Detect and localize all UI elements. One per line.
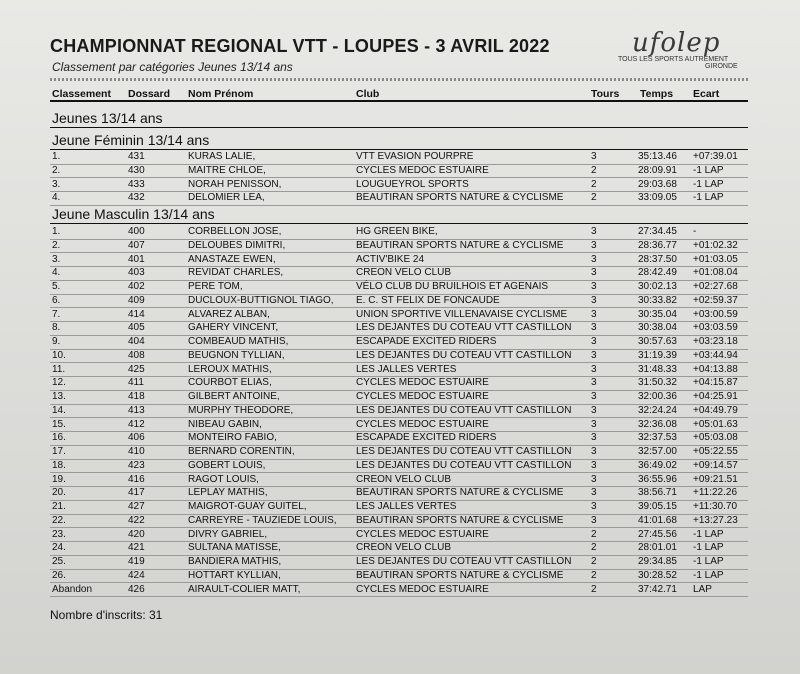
cell-time: 29:34.85 — [638, 556, 677, 567]
cell-laps: 3 — [591, 446, 597, 457]
cell-rank: 26. — [52, 569, 66, 581]
cell-time: 30:35.04 — [638, 308, 677, 320]
cell-bib: 427 — [128, 501, 145, 512]
cell-rank: 12. — [52, 377, 66, 389]
cell-gap: +07:39.01 — [693, 151, 738, 162]
cell-club: CYCLES MEDOC ESTUAIRE — [356, 528, 489, 540]
cell-bib: 423 — [128, 459, 145, 471]
cell-rank: 1. — [52, 226, 61, 237]
cell-laps: 3 — [591, 473, 597, 485]
cell-club: LES JALLES VERTES — [356, 363, 457, 375]
cell-gap: -1 LAP — [693, 556, 724, 567]
cell-rank: 13. — [52, 391, 66, 402]
table-row — [0, 226, 800, 239]
cell-rank: 1. — [52, 151, 61, 162]
cell-club: CYCLES MEDOC ESTUAIRE — [356, 418, 489, 430]
cell-rank: 4. — [52, 192, 61, 204]
section-rule-feminin — [50, 149, 748, 150]
cell-bib: 412 — [128, 418, 145, 430]
cell-time: 28:36.77 — [638, 239, 677, 251]
cell-name: NIBEAU GABIN, — [188, 418, 262, 430]
cell-club: E. C. ST FELIX DE FONCAUDE — [356, 294, 500, 306]
cell-gap: +03:03.59 — [693, 322, 738, 334]
cell-bib: 404 — [128, 336, 145, 347]
cell-name: COMBEAUD MATHIS, — [188, 336, 289, 347]
cell-laps: 3 — [591, 377, 597, 389]
cell-gap: -1 LAP — [693, 164, 724, 176]
cell-club: HG GREEN BIKE, — [356, 226, 438, 237]
table-row — [0, 460, 800, 473]
cell-rank: 20. — [52, 487, 66, 499]
cell-time: 27:45.56 — [638, 528, 677, 540]
cell-club: LES DEJANTES DU COTEAU VTT CASTILLON — [356, 459, 572, 471]
table-row — [0, 432, 800, 445]
table-row — [0, 529, 800, 542]
cell-gap: +01:02.32 — [693, 239, 738, 251]
table-row — [0, 542, 800, 555]
cell-bib: 419 — [128, 556, 145, 567]
cell-club: LES DEJANTES DU COTEAU VTT CASTILLON — [356, 446, 572, 457]
cell-gap: LAP — [693, 583, 712, 595]
cell-laps: 2 — [591, 556, 597, 567]
cell-name: MAIGROT-GUAY GUITEL, — [188, 501, 307, 512]
cell-laps: 2 — [591, 164, 597, 176]
cell-gap: +09:21.51 — [693, 473, 738, 485]
cell-bib: 430 — [128, 164, 145, 176]
cell-rank: 3. — [52, 253, 61, 265]
cell-name: BANDIERA MATHIS, — [188, 556, 282, 567]
table-row — [0, 391, 800, 404]
cell-bib: 408 — [128, 349, 145, 361]
col-header-gap: Ecart — [693, 88, 720, 100]
table-row — [0, 584, 800, 597]
cell-rank: 2. — [52, 239, 61, 251]
cell-laps: 2 — [591, 528, 597, 540]
cell-laps: 3 — [591, 336, 597, 347]
column-header-rule — [50, 100, 748, 102]
cell-rank: Abandon — [52, 583, 93, 595]
cell-laps: 2 — [591, 178, 597, 190]
cell-laps: 3 — [591, 501, 597, 512]
cell-bib: 416 — [128, 473, 145, 485]
cell-laps: 3 — [591, 349, 597, 361]
cell-rank: 10. — [52, 349, 66, 361]
cell-bib: 410 — [128, 446, 145, 457]
cell-name: MAITRE CHLOE, — [188, 164, 266, 176]
cell-club: BEAUTIRAN SPORTS NATURE & CYCLISME — [356, 514, 564, 526]
table-row — [0, 254, 800, 267]
cell-gap: -1 LAP — [693, 569, 724, 581]
cell-gap: +05:22.55 — [693, 446, 738, 457]
section-title-masculin: Jeune Masculin 13/14 ans — [52, 206, 215, 222]
cell-time: 30:28.52 — [638, 569, 677, 581]
cell-name: MONTEIRO FABIO, — [188, 432, 277, 444]
cell-bib: 401 — [128, 253, 145, 265]
col-header-club: Club — [356, 88, 380, 100]
cell-laps: 3 — [591, 267, 597, 279]
cell-rank: 24. — [52, 542, 66, 554]
table-row — [0, 570, 800, 583]
cell-rank: 16. — [52, 432, 66, 444]
cell-laps: 3 — [591, 459, 597, 471]
cell-time: 32:36.08 — [638, 418, 677, 430]
cell-club: CYCLES MEDOC ESTUAIRE — [356, 583, 489, 595]
cell-gap: +05:01.63 — [693, 418, 738, 430]
cell-laps: 3 — [591, 239, 597, 251]
cell-bib: 422 — [128, 514, 145, 526]
cell-time: 36:49.02 — [638, 459, 677, 471]
cell-rank: 6. — [52, 294, 61, 306]
cell-name: MURPHY THEODORE, — [188, 404, 294, 416]
cell-laps: 2 — [591, 542, 597, 554]
table-row — [0, 179, 800, 192]
cell-time: 30:38.04 — [638, 322, 677, 334]
cell-bib: 407 — [128, 239, 145, 251]
cell-bib: 406 — [128, 432, 145, 444]
table-row — [0, 474, 800, 487]
cell-time: 35:13.46 — [638, 151, 677, 162]
cell-laps: 3 — [591, 281, 597, 292]
section-title-feminin: Jeune Féminin 13/14 ans — [52, 132, 210, 148]
logo-region: GIRONDE — [705, 63, 738, 70]
cell-time: 41:01.68 — [638, 514, 677, 526]
cell-rank: 18. — [52, 459, 66, 471]
cell-name: LEROUX MATHIS, — [188, 363, 272, 375]
ufolep-logo — [612, 28, 762, 76]
cell-gap: +03:00.59 — [693, 308, 738, 320]
table-row — [0, 364, 800, 377]
table-row — [0, 419, 800, 432]
registrations-count: Nombre d'inscrits: 31 — [50, 608, 163, 622]
cell-time: 31:50.32 — [638, 377, 677, 389]
cell-laps: 2 — [591, 583, 597, 595]
table-row — [0, 240, 800, 253]
cell-time: 30:57.63 — [638, 336, 677, 347]
cell-club: BEAUTIRAN SPORTS NATURE & CYCLISME — [356, 192, 564, 204]
table-row — [0, 515, 800, 528]
page-subtitle: Classement par catégories Jeunes 13/14 ans — [52, 60, 293, 74]
table-row — [0, 295, 800, 308]
cell-club: LES DEJANTES DU COTEAU VTT CASTILLON — [356, 349, 572, 361]
cell-gap: +02:59.37 — [693, 294, 738, 306]
cell-name: KURAS LALIE, — [188, 151, 256, 162]
cell-time: 30:02.13 — [638, 281, 677, 292]
table-row — [0, 151, 800, 164]
cell-laps: 3 — [591, 404, 597, 416]
cell-bib: 425 — [128, 363, 145, 375]
cell-time: 32:24.24 — [638, 404, 677, 416]
cell-name: DUCLOUX-BUTTIGNOL TIAGO, — [188, 294, 334, 306]
cell-rank: 25. — [52, 556, 66, 567]
cell-laps: 2 — [591, 569, 597, 581]
cell-gap: +03:23.18 — [693, 336, 738, 347]
cell-rank: 19. — [52, 473, 66, 485]
logo-tagline: TOUS LES SPORTS AUTREMENT — [618, 56, 729, 63]
table-row — [0, 446, 800, 459]
table-row — [0, 556, 800, 569]
row-divider — [50, 596, 748, 597]
cell-time: 29:03.68 — [638, 178, 677, 190]
cell-rank: 14. — [52, 404, 66, 416]
cell-rank: 5. — [52, 281, 61, 292]
section-rule-masculin — [50, 223, 748, 224]
cell-club: ACTIV'BIKE 24 — [356, 253, 425, 265]
cell-name: DELOUBES DIMITRI, — [188, 239, 286, 251]
cell-club: ESCAPADE EXCITED RIDERS — [356, 336, 497, 347]
cell-bib: 405 — [128, 322, 145, 334]
cell-laps: 3 — [591, 253, 597, 265]
cell-laps: 3 — [591, 418, 597, 430]
cell-club: LES DEJANTES DU COTEAU VTT CASTILLON — [356, 556, 572, 567]
cell-name: ALVAREZ ALBAN, — [188, 308, 270, 320]
table-row — [0, 336, 800, 349]
cell-club: LES DEJANTES DU COTEAU VTT CASTILLON — [356, 322, 572, 334]
cell-laps: 3 — [591, 363, 597, 375]
cell-name: PERE TOM, — [188, 281, 243, 292]
cell-name: HOTTART KYLLIAN, — [188, 569, 281, 581]
cell-gap: -1 LAP — [693, 542, 724, 554]
cell-bib: 403 — [128, 267, 145, 279]
cell-laps: 3 — [591, 308, 597, 320]
col-header-bib: Dossard — [128, 88, 171, 100]
table-row — [0, 501, 800, 514]
cell-club: CYCLES MEDOC ESTUAIRE — [356, 164, 489, 176]
table-row — [0, 487, 800, 500]
cell-laps: 2 — [591, 192, 597, 204]
cell-time: 28:42.49 — [638, 267, 677, 279]
col-header-time: Temps — [640, 88, 674, 100]
table-row — [0, 350, 800, 363]
cell-time: 27:34.45 — [638, 226, 677, 237]
cell-time: 32:00.36 — [638, 391, 677, 402]
cell-gap: +02:27.68 — [693, 281, 738, 292]
cell-club: CYCLES MEDOC ESTUAIRE — [356, 377, 489, 389]
cell-time: 32:57.00 — [638, 446, 677, 457]
cell-gap: +04:13.88 — [693, 363, 738, 375]
cell-name: NORAH PENISSON, — [188, 178, 282, 190]
cell-laps: 3 — [591, 294, 597, 306]
cell-rank: 7. — [52, 308, 61, 320]
cell-bib: 424 — [128, 569, 145, 581]
cell-bib: 400 — [128, 226, 145, 237]
cell-laps: 3 — [591, 151, 597, 162]
cell-name: AIRAULT-COLIER MATT, — [188, 583, 301, 595]
group-rule — [50, 127, 748, 128]
cell-name: RAGOT LOUIS, — [188, 473, 259, 485]
cell-rank: 23. — [52, 528, 66, 540]
cell-gap: - — [693, 226, 697, 237]
cell-name: SULTANA MATISSE, — [188, 542, 281, 554]
cell-club: CREON VELO CLUB — [356, 473, 452, 485]
cell-gap: +05:03.08 — [693, 432, 738, 444]
cell-bib: 413 — [128, 404, 145, 416]
cell-name: DELOMIER LEA, — [188, 192, 265, 204]
cell-bib: 426 — [128, 583, 145, 595]
cell-time: 37:42.71 — [638, 583, 677, 595]
header-divider — [50, 78, 748, 81]
table-row — [0, 165, 800, 178]
table-row — [0, 192, 800, 205]
page-title: CHAMPIONNAT REGIONAL VTT - LOUPES - 3 AVRIL 2022 — [50, 36, 550, 56]
table-row — [0, 267, 800, 280]
cell-club: LOUGUEYROL SPORTS — [356, 178, 469, 190]
cell-rank: 8. — [52, 322, 61, 334]
cell-laps: 3 — [591, 226, 597, 237]
cell-laps: 3 — [591, 391, 597, 402]
cell-gap: -1 LAP — [693, 178, 724, 190]
cell-name: CARREYRE - TAUZIEDE LOUIS, — [188, 514, 337, 526]
cell-time: 38:56.71 — [638, 487, 677, 499]
cell-club: CYCLES MEDOC ESTUAIRE — [356, 391, 489, 402]
col-header-rank: Classement — [52, 88, 111, 100]
cell-rank: 4. — [52, 267, 61, 279]
cell-club: LES DEJANTES DU COTEAU VTT CASTILLON — [356, 404, 572, 416]
cell-bib: 402 — [128, 281, 145, 292]
cell-laps: 3 — [591, 432, 597, 444]
table-row — [0, 405, 800, 418]
cell-name: BERNARD CORENTIN, — [188, 446, 295, 457]
cell-rank: 11. — [52, 363, 66, 375]
cell-gap: +04:15.87 — [693, 377, 738, 389]
cell-rank: 3. — [52, 178, 61, 190]
cell-laps: 3 — [591, 514, 597, 526]
cell-bib: 421 — [128, 542, 145, 554]
cell-club: BEAUTIRAN SPORTS NATURE & CYCLISME — [356, 239, 564, 251]
cell-time: 31:48.33 — [638, 363, 677, 375]
cell-club: BEAUTIRAN SPORTS NATURE & CYCLISME — [356, 569, 564, 581]
cell-time: 36:55.96 — [638, 473, 677, 485]
cell-gap: +11:30.70 — [693, 501, 738, 512]
table-row — [0, 322, 800, 335]
cell-bib: 431 — [128, 151, 145, 162]
cell-bib: 411 — [128, 377, 144, 389]
cell-club: CREON VELO CLUB — [356, 267, 452, 279]
cell-gap: -1 LAP — [693, 528, 724, 540]
cell-name: ANASTAZE EWEN, — [188, 253, 276, 265]
cell-club: UNION SPORTIVE VILLENAVAISE CYCLISME — [356, 308, 568, 320]
cell-time: 39:05.15 — [638, 501, 677, 512]
cell-rank: 9. — [52, 336, 61, 347]
col-header-laps: Tours — [591, 88, 620, 100]
cell-club: ESCAPADE EXCITED RIDERS — [356, 432, 497, 444]
cell-time: 31:19.39 — [638, 349, 677, 361]
cell-name: CORBELLON JOSE, — [188, 226, 282, 237]
cell-laps: 3 — [591, 487, 597, 499]
cell-gap: +04:25.91 — [693, 391, 738, 402]
cell-bib: 418 — [128, 391, 145, 402]
cell-rank: 2. — [52, 164, 61, 176]
cell-name: GILBERT ANTOINE, — [188, 391, 280, 402]
cell-time: 32:37.53 — [638, 432, 677, 444]
cell-time: 33:09.05 — [638, 192, 677, 204]
cell-name: LEPLAY MATHIS, — [188, 487, 268, 499]
cell-bib: 420 — [128, 528, 145, 540]
cell-laps: 3 — [591, 322, 597, 334]
cell-gap: +01:08.04 — [693, 267, 738, 279]
cell-time: 28:37.50 — [638, 253, 677, 265]
cell-rank: 21. — [52, 501, 66, 512]
cell-gap: -1 LAP — [693, 192, 724, 204]
cell-name: DIVRY GABRIEL, — [188, 528, 268, 540]
cell-time: 28:09.91 — [638, 164, 677, 176]
cell-name: BEUGNON TYLLIAN, — [188, 349, 285, 361]
table-row — [0, 309, 800, 322]
cell-name: COURBOT ELIAS, — [188, 377, 272, 389]
table-row — [0, 377, 800, 390]
cell-time: 28:01.01 — [638, 542, 677, 554]
cell-bib: 417 — [128, 487, 145, 499]
cell-name: GOBERT LOUIS, — [188, 459, 266, 471]
cell-gap: +09:14.57 — [693, 459, 738, 471]
cell-club: LES JALLES VERTES — [356, 501, 457, 512]
table-row — [0, 281, 800, 294]
cell-gap: +11:22.26 — [693, 487, 738, 499]
logo-wordmark: ufolep — [632, 28, 721, 58]
cell-club: BEAUTIRAN SPORTS NATURE & CYCLISME — [356, 487, 564, 499]
cell-time: 30:33.82 — [638, 294, 677, 306]
cell-club: VTT EVASION POURPRE — [356, 151, 474, 162]
cell-rank: 22. — [52, 514, 66, 526]
cell-club: CREON VELO CLUB — [356, 542, 452, 554]
cell-gap: +04:49.79 — [693, 404, 738, 416]
cell-rank: 15. — [52, 418, 66, 430]
col-header-name: Nom Prénom — [188, 88, 254, 100]
cell-gap: +13:27.23 — [693, 514, 738, 526]
cell-club: VÉLO CLUB DU BRUILHOIS ET AGENAIS — [356, 281, 549, 292]
cell-rank: 17. — [52, 446, 66, 457]
group-title: Jeunes 13/14 ans — [52, 110, 163, 126]
cell-bib: 432 — [128, 192, 145, 204]
cell-bib: 409 — [128, 294, 145, 306]
cell-name: REVIDAT CHARLES, — [188, 267, 284, 279]
cell-gap: +03:44.94 — [693, 349, 738, 361]
cell-bib: 414 — [128, 308, 145, 320]
cell-bib: 433 — [128, 178, 145, 190]
cell-gap: +01:03.05 — [693, 253, 738, 265]
cell-name: GAHERY VINCENT, — [188, 322, 279, 334]
